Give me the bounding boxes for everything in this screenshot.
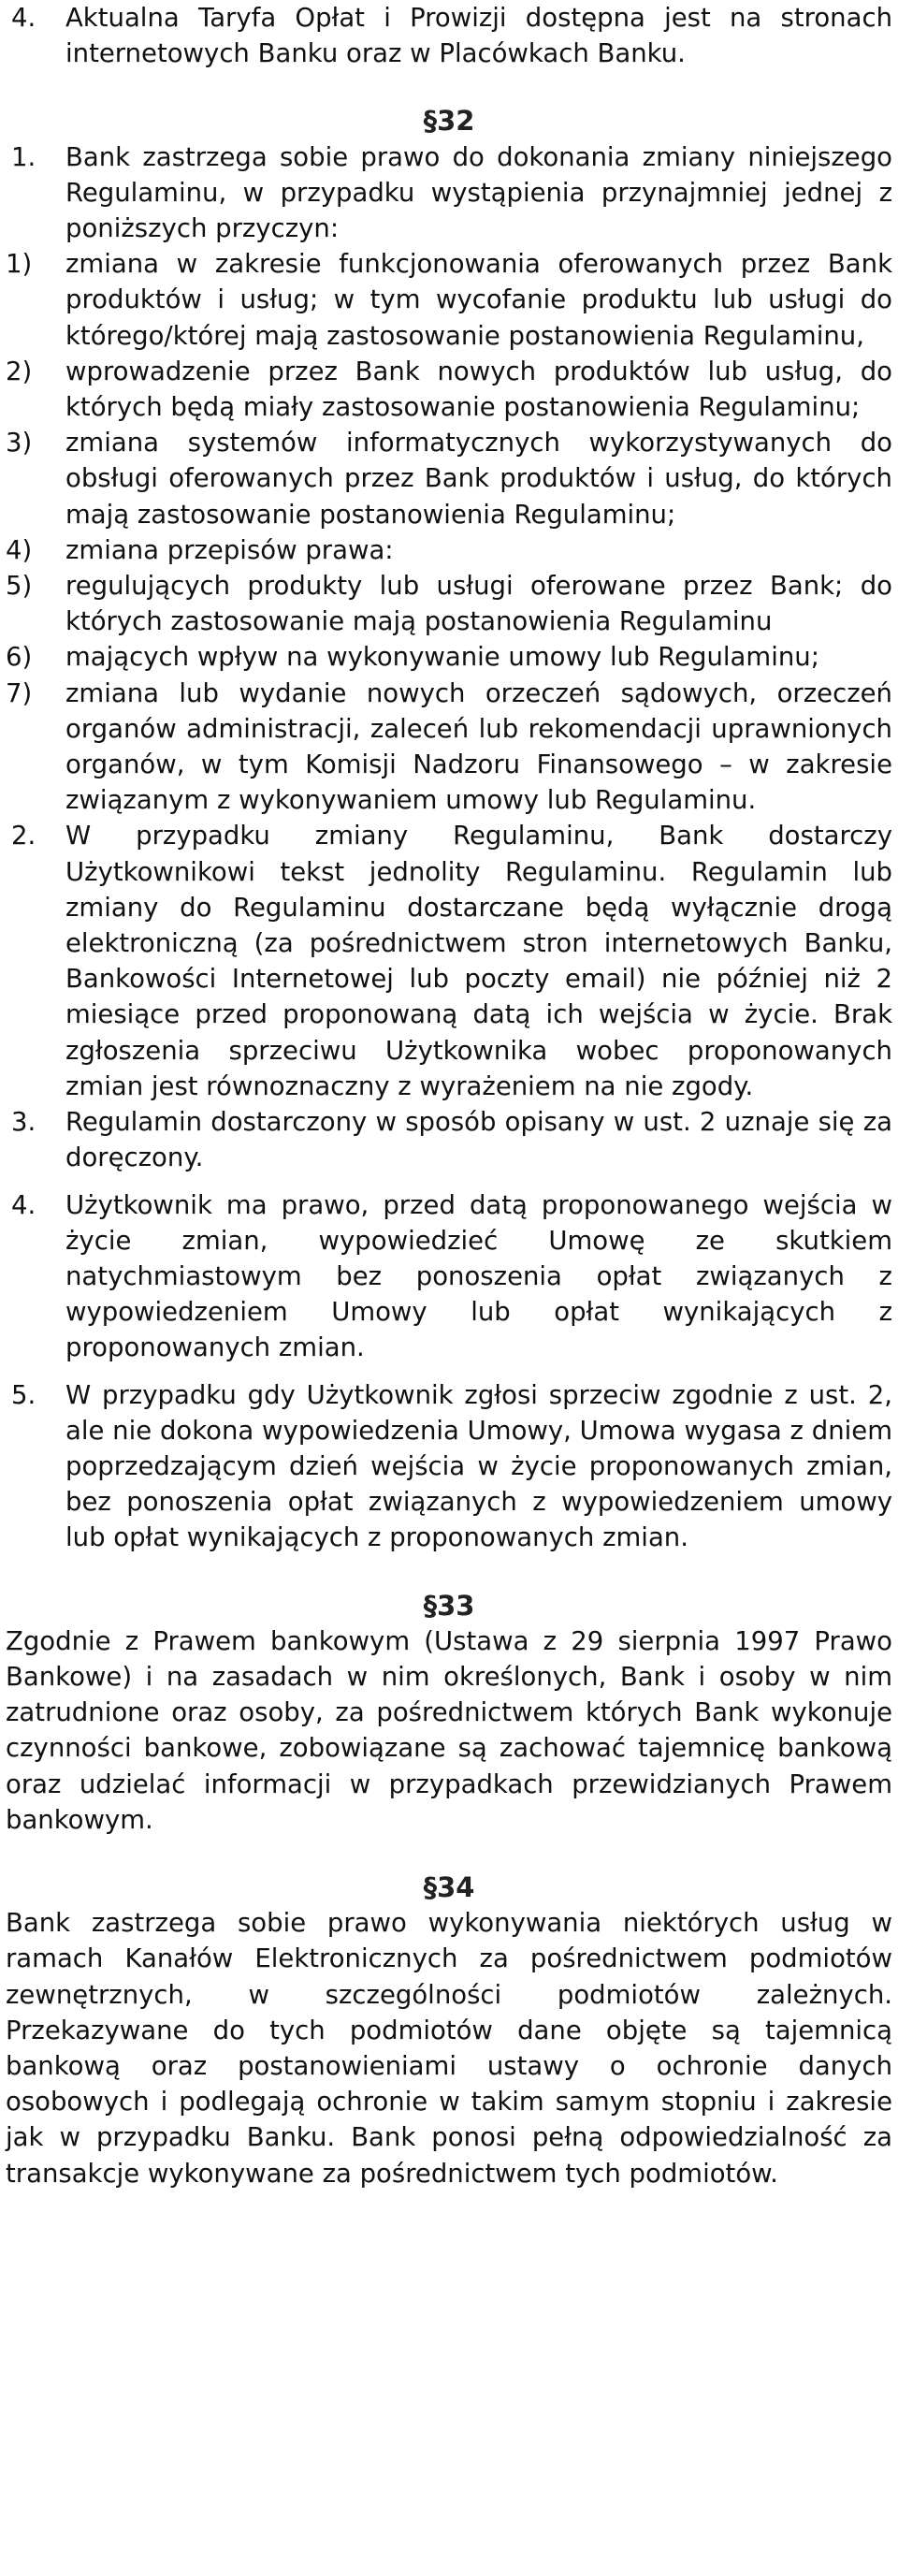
sub-number: 4) bbox=[6, 534, 33, 565]
paragraph-2 bbox=[6, 818, 892, 1104]
paragraph-4 bbox=[6, 1187, 892, 1366]
sublist-item bbox=[6, 639, 892, 675]
paragraph-1 bbox=[6, 139, 892, 247]
sub-text: regulujących produkty lub usługi oferowane przez Bank; do których zastosowanie mają postanowienia Regulaminu bbox=[65, 571, 892, 637]
item-number: 5. bbox=[11, 1379, 36, 1410]
sublist-item bbox=[6, 354, 892, 425]
section-33-text: Zgodnie z Prawem bankowym (Ustawa z 29 sierpnia 1997 Prawo Bankowe) i na zasadach w nim określonych, Bank i osoby w nim zatrudnione oraz osoby, za pośrednictwem których Bank wykonuje czynności bankowe, zobowiązane są zachować tajemnicę bankową oraz udzielać informacji w przypadkach przewidzianych Prawem bankowym. bbox=[6, 1625, 892, 1835]
sub-number: 6) bbox=[6, 642, 33, 673]
item-text: Użytkownik ma prawo, przed datą proponowanego wejścia w życie zmian, wypowiedzieć Umowę ze skutkiem natychmiastowym bez ponoszenia opłat związanych z wypowiedzeniem Umowy lub opłat wynikających z proponowanych zmian. bbox=[65, 1189, 892, 1363]
sub-text: wprowadzenie przez Bank nowych produktów lub usług, do których będą miały zastosowanie postanowienia Regulaminu; bbox=[65, 356, 892, 423]
section-heading-34: §34 bbox=[423, 1870, 475, 1903]
section-34-text: Bank zastrzega sobie prawo wykonywania niektórych usług w ramach Kanałów Elektronicznych za pośrednictwem podmiotów zewnętrznych, w szczególności podmiotów zależnych. Przekazywane do tych podmiotów dane objęte są tajemnicą bankową oraz postanowieniami ustawy o ochronie danych osobowych i podlegają ochronie w takim samym stopniu i zakresie jak w przypadku Banku. Bank ponosi pełną odpowiedzialność za transakcje wykonywane za pośrednictwem tych podmiotów. bbox=[6, 1908, 892, 2189]
item-text: Aktualna Taryfa Opłat i Prowizji dostępna jest na stronach internetowych Banku oraz w Placówkach Banku. bbox=[65, 3, 892, 69]
sub-number: 2) bbox=[6, 356, 33, 386]
item-text: W przypadku gdy Użytkownik zgłosi sprzeciw zgodnie z ust. 2, ale nie dokona wypowiedzenia Umowy, Umowa wygasa z dniem poprzedzającym dzień wejścia w życie proponowanych zmian, bez ponoszenia opłat związanych z wypowiedzeniem umowy lub opłat wynikających z proponowanych zmian. bbox=[65, 1379, 892, 1553]
sub-number: 7) bbox=[6, 677, 33, 708]
sublist bbox=[6, 246, 892, 818]
section-heading-33: §33 bbox=[423, 1589, 475, 1622]
item-number: 4. bbox=[11, 3, 36, 33]
item-number: 4. bbox=[11, 1189, 36, 1220]
sublist-item bbox=[6, 246, 892, 354]
sublist-item bbox=[6, 676, 892, 819]
sub-text: zmiana w zakresie funkcjonowania oferowanych przez Bank produktów i usług; w tym wycofanie produktu lub usługi do którego/której mają zastosowanie postanowienia Regulaminu, bbox=[65, 249, 892, 351]
item-text: W przypadku zmiany Regulaminu, Bank dostarczy Użytkownikowi tekst jednolity Regulaminu. Regulamin lub zmiany do Regulaminu dostarczane będą wyłącznie drogą elektroniczną (za pośrednictwem stron internetowych Banku, Bankowości Internetowej lub poczty email) nie później niż 2 miesiące przed proponowaną datą ich wejścia w życie. Brak zgłoszenia sprzeciwu Użytkownika wobec proponowanych zmian jest równoznaczny z wyrażeniem na nie zgody. bbox=[65, 821, 892, 1101]
item-text: Bank zastrzega sobie prawo do dokonania zmiany niniejszego Regulaminu, w przypadku wystąpienia przynajmniej jednej z poniższych przyczyn: bbox=[65, 141, 892, 244]
sub-text: zmiana systemów informatycznych wykorzystywanych do obsługi oferowanych przez Bank produktów i usług, do których mają zastosowanie postanowienia Regulaminu; bbox=[65, 428, 892, 530]
sub-text: zmiana przepisów prawa: bbox=[65, 534, 394, 565]
paragraph-5 bbox=[6, 1377, 892, 1556]
sublist-item bbox=[6, 568, 892, 639]
sublist-item bbox=[6, 425, 892, 532]
item-number: 2. bbox=[11, 821, 36, 851]
section-heading-32: §32 bbox=[423, 105, 475, 138]
list-item bbox=[6, 0, 892, 71]
paragraph-3 bbox=[6, 1104, 892, 1175]
sub-number: 3) bbox=[6, 428, 33, 458]
item-number: 1. bbox=[11, 141, 36, 172]
sub-number: 1) bbox=[6, 249, 33, 280]
item-number: 3. bbox=[11, 1107, 36, 1138]
sub-text: zmiana lub wydanie nowych orzeczeń sądowych, orzeczeń organów administracji, zaleceń lub rekomendacji uprawnionych organów, w tym Komisji Nadzoru Finansowego – w zakresie związanym z wykonywaniem umowy lub Regulaminu. bbox=[65, 677, 892, 816]
sublist-item bbox=[6, 532, 892, 568]
item-text: Regulamin dostarczony w sposób opisany w ust. 2 uznaje się za doręczony. bbox=[65, 1107, 892, 1173]
sub-text: mających wpływ na wykonywanie umowy lub Regulaminu; bbox=[65, 642, 819, 673]
sub-number: 5) bbox=[6, 571, 33, 602]
